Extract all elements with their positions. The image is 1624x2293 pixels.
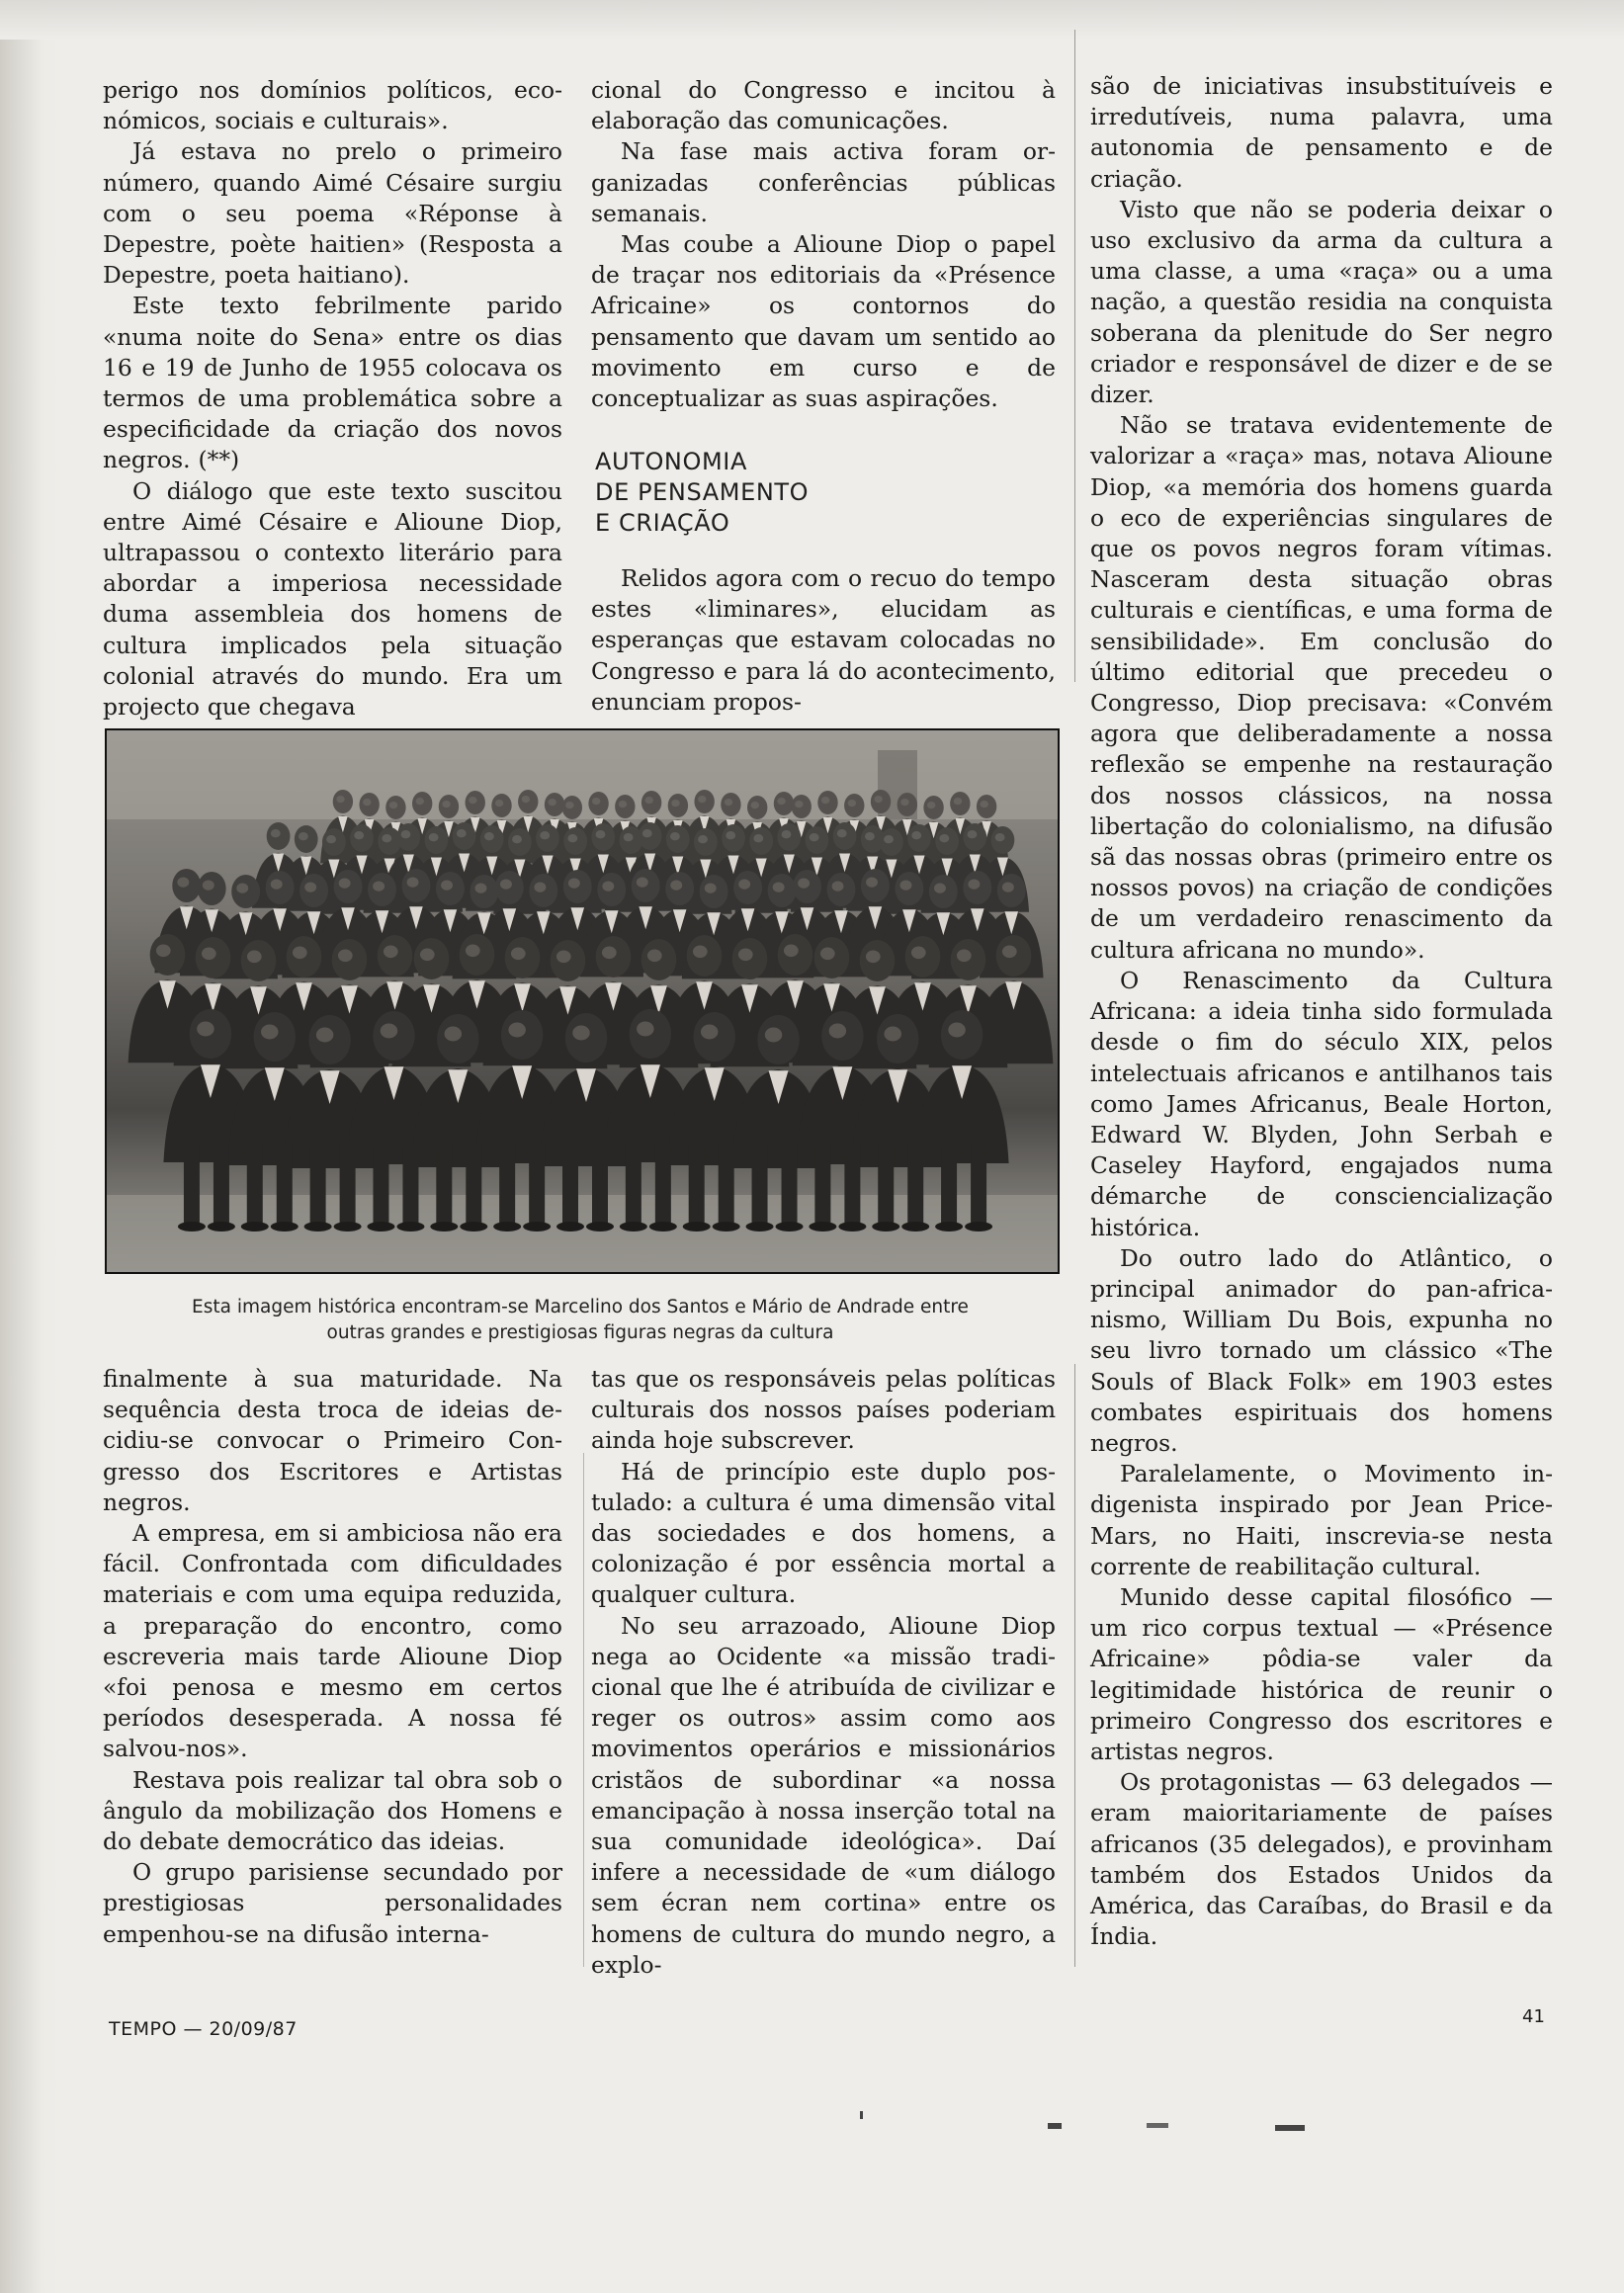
paragraph: Na fase mais activa foram organizadas conferências públicas semanais. xyxy=(591,137,1056,227)
column-rule-middle-bottom xyxy=(583,1453,584,1967)
paragraph: tas que os responsáveis pelas políticas culturais dos nossos países poderiam ainda hoje subscrever. xyxy=(591,1365,1056,1455)
paragraph: O grupo parisiense secundado por prestigiosas personalidades empenhou-se na difusão interna- xyxy=(103,1858,562,1948)
paragraph: finalmente à sua maturidade. Na sequência desta troca de ideias decidiu-se convocar o Primeiro Congresso dos Escritores e Artistas negros. xyxy=(103,1365,562,1516)
paragraph: Paralelamente, o Movimento indigenista inspirado por Jean Price-Mars, no Haiti, inscrevia-se nesta corrente de reabilitação cultural. xyxy=(1090,1460,1553,1580)
scan-speck xyxy=(1275,2125,1305,2131)
column-2-bottom xyxy=(591,1364,1056,1981)
historical-group-photo xyxy=(105,728,1060,1274)
scan-speck xyxy=(860,2111,863,2119)
heading-line: AUTONOMIA xyxy=(595,448,747,475)
paragraph: Mas coube a Alioune Diop o papel de traçar nos editoriais da «Présence Africaine» os contornos do pensamento que davam um sentido ao movimento em curso e de conceptualizar as suas aspirações. xyxy=(591,230,1056,413)
paragraph: O diálogo que este texto suscitou entre Aimé Césaire e Alioune Diop, ultrapassou o contexto literário para abordar a imperiosa necessidade duma assembleia dos homens de cultura implicados pela situação colonial através do mundo. Era um projecto que chegava xyxy=(103,476,562,722)
paragraph: Restava pois realizar tal obra sob o ângulo da mobilização dos Homens e do debate democrático das ideias. xyxy=(103,1765,562,1856)
paragraph: cional do Congresso e incitou à elaboração das comunicações. xyxy=(591,76,1056,135)
scan-speck xyxy=(1147,2123,1168,2128)
scan-shadow-left xyxy=(0,0,59,2293)
column-2-top xyxy=(591,75,1056,414)
paragraph: Relidos agora com o recuo do tempo estes «liminares», elucidam as esperanças que estavam colocadas no Congresso e para lá do acontecimento, enunciam propos- xyxy=(591,564,1056,716)
paragraph: Os protagonistas — 63 delegados — eram maioritariamente de países africanos (35 delegados), e provinham também dos Estados Unidos da América, das Caraíbas, do Brasil e da Índia. xyxy=(1090,1768,1553,1951)
column-3 xyxy=(1090,71,1553,1952)
section-heading xyxy=(595,447,1060,539)
paragraph: perigo nos domínios políticos, económicos, sociais e culturais». xyxy=(103,76,562,135)
paragraph: Do outro lado do Atlântico, o principal animador do pan-africanismo, William Du Bois, expunha no seu livro tornado um clássico «The Souls of Black Folk» em 1903 estes combates espirituais dos homens negros. xyxy=(1090,1243,1553,1457)
column-2-after-heading xyxy=(591,563,1056,718)
column-rule-right-top xyxy=(1074,30,1075,682)
paragraph: Este texto febrilmente parido «numa noite do Sena» entre os dias 16 e 19 de Junho de 1955 colocava os termos de uma problemática sobre a especificidade da criação dos novos negros. (**) xyxy=(103,292,562,474)
column-1-bottom xyxy=(103,1364,562,1950)
footer-publication-date: TEMPO — 20/09/87 xyxy=(109,2018,298,2040)
paragraph: No seu arrazoado, Alioune Diop nega ao Ocidente «a missão tradicional que lhe é atribuída de civilizar e reger os outros» assim como aos movimentos operários e missionários cristãos de subordinar «a nossa emancipação à nossa inserção total na sua comunidade ideológica». Daí infere a necessidade de «um diálogo sem écran nem cortina» entre os homens de cultura do mundo negro, a explo- xyxy=(591,1611,1056,1979)
column-rule-right-bottom xyxy=(1074,1364,1075,1967)
heading-line: DE PENSAMENTO xyxy=(595,478,810,506)
caption-line: Esta imagem histórica encontram-se Marcelino dos Santos e Mário de Andrade entre xyxy=(192,1297,969,1317)
paragraph: Há de princípio este duplo postulado: a cultura é uma dimensão vital das sociedades e dos homens, a colonização é por essência mortal a qualquer cultura. xyxy=(591,1457,1056,1609)
scan-shadow-top xyxy=(0,0,1624,40)
caption-line: outras grandes e prestigiosas figuras negras da cultura xyxy=(326,1322,834,1343)
page-number: 41 xyxy=(1522,2006,1545,2027)
photo-caption xyxy=(105,1295,1056,1346)
paragraph: Munido desse capital filosófico — um rico corpus textual — «Présence Africaine» pôdia-se valer da legitimidade histórica de reunir o primeiro Congresso dos escritores e artistas negros. xyxy=(1090,1582,1553,1765)
scan-speck xyxy=(1048,2123,1062,2129)
paragraph: Já estava no prelo o primeiro número, quando Aimé Césaire surgiu com o seu poema «Réponse à Depestre, poète haitien» (Resposta a Depestre, poeta haitiano). xyxy=(103,137,562,290)
column-1-top xyxy=(103,75,562,722)
paragraph: Não se tratava evidentemente de valorizar a «raça» mas, notava Alioune Diop, «a memória dos homens guarda o eco de experiências singulares de que os povos negros foram vítimas. Nasceram desta situação obras culturais e científicas, e uma forma de sensibilidade». Em conclusão do último editorial que precedeu o Congresso, Diop precisava: «Convém agora que deliberadamente a nossa reflexão se empenhe na restauração dos nossos clássicos, na nossa libertação do colonialismo, na difusão sã das nossas obras (primeiro entre os nossos povos) na criação de condições de um verdadeiro renascimento da cultura africana no mundo». xyxy=(1090,411,1553,964)
paragraph: são de iniciativas insubstituíveis e irredutíveis, numa palavra, uma autonomia de pensamento e de criação. xyxy=(1090,72,1553,193)
heading-line: E CRIAÇÃO xyxy=(595,509,730,537)
photo-grain xyxy=(107,730,1058,1272)
paragraph: A empresa, em si ambiciosa não era fácil. Confrontada com dificuldades materiais e com uma equipa reduzida, a preparação do encontro, como escreveria mais tarde Alioune Diop «foi penosa e mesmo em certos períodos desesperada. A nossa fé salvou-nos». xyxy=(103,1519,562,1763)
paragraph: Visto que não se poderia deixar o uso exclusivo da arma da cultura a uma classe, a uma «raça» ou a uma nação, a questão residia na conquista soberana da plenitude do Ser negro criador e responsável de dizer e de se dizer. xyxy=(1090,195,1553,409)
paragraph: O Renascimento da Cultura Africana: a ideia tinha sido formulada desde o fim do século XIX, pelos intelectuais africanos e antilhanos tais como James Africanus, Beale Horton, Edward W. Blyden, John Serbah e Caseley Hayford, engajados numa démarche de consciencialização histórica. xyxy=(1090,966,1553,1241)
